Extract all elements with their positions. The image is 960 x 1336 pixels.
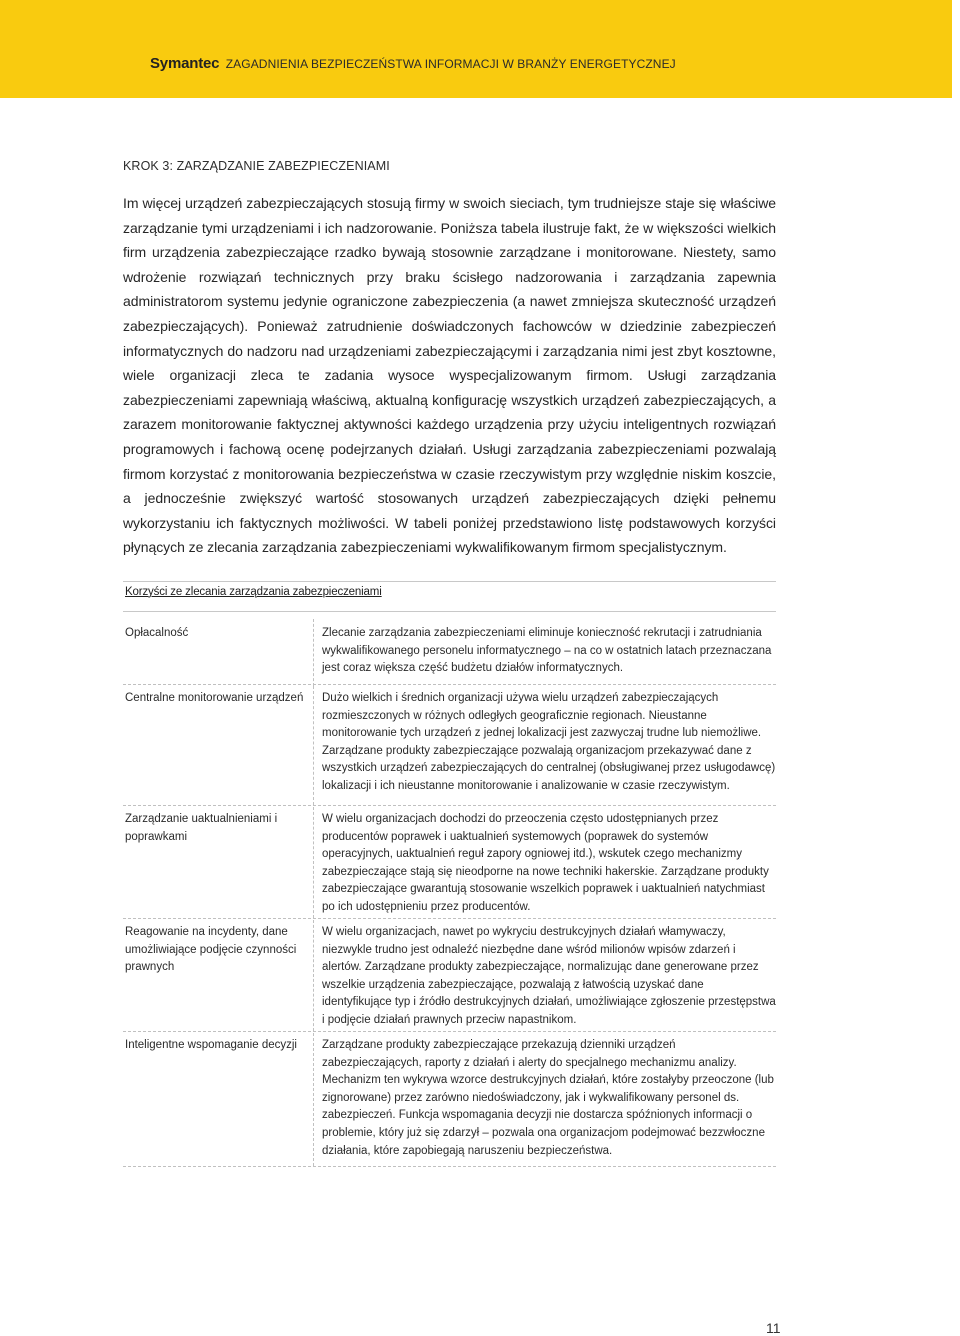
row-description: Dużo wielkich i średnich organizacji używa wielu urządzeń zabezpieczających rozmieszczonych w różnych odległych geograficznie regionach. Nieustanne monitorowanie tych urządzeń z jednej lokalizacji jest zazwyczaj trudne lub niemożliwe. Zarządzane produkty zabezpieczające pozwalają organizacjom przekazywać dane z wszystkich urządzeń zabezpieczających do centralnej (obsługiwanej przez usługodawcę) lokalizacji i ich nieustanne monitorowanie i analizowanie w czasie rzeczywistym. bbox=[322, 692, 776, 792]
intro-paragraph: Im więcej urządzeń zabezpieczających stosują firmy w swoich sieciach, tym trudniejsze staje się właściwe zarządzanie tymi urządzeniami i ich nadzorowanie. Poniższa tabela ilustruje fakt, że w większości wielkich firm urządzenia zabezpieczające rzadko bywają stosownie zarządzane i monitorowane. Niestety, samo wdrożenie rozwiązań technicznych przy braku ścisłego nadzorowania i zarządzania zapewnia administratorom systemu jedynie ograniczone zabezpieczenia (a nawet zmniejsza skuteczność urządzeń zabezpieczających). Ponieważ zatrudnienie doświadczonych fachowców w dziedzinie zabezpieczeń informatycznych do nadzoru nad urządzeniami zabezpieczającymi i zarządzania nimi jest zbyt kosztowne, wiele organizacji zleca te zadania wysoce wyspecjalizowanym firmom. Usługi zarządzania zabezpieczeniami zapewniają właściwą, aktualną konfigurację wszystkich urządzeń zabezpieczających, a zarazem monitorowanie faktycznej aktywności każdego urządzenia przy użyciu inteligentnych rozwiązań programowych i fachową ocenę podejrzanych działań. Usługi zarządzania zabezpieczeniami pozwalają firmom korzystać z monitorowania bezpieczeństwa w czasie rzeczywistym przy względnie niskim koszcie, a jednocześnie zwiększyć wartość stosowanych urządzeń zabezpieczających dzięki pełnemu wykorzystaniu ich faktycznych możliwości. W tabeli poniżej przedstawiono listę podstawowych korzyści płynących ze zlecania zarządzania zabezpieczeniami wykwalifikowanym firmom specjalistycznym. bbox=[123, 195, 776, 556]
table-row bbox=[123, 1031, 776, 1167]
column-divider bbox=[313, 807, 314, 918]
running-header bbox=[150, 54, 676, 74]
row-name: Inteligentne wspomaganie decyzji bbox=[125, 1039, 297, 1051]
row-description: Zlecanie zarządzania zabezpieczeniami eliminuje konieczność rekrutacji i zatrudniania wykwalifikowanego personelu informatycznego – na co w ostatnich latach przeznaczana jest coraz większa część budżetu działów informatycznych. bbox=[322, 627, 772, 675]
row-description: W wielu organizacjach dochodzi do przeoczenia często udostępnianych przez producentów poprawek i uaktualnień systemowych (poprawek do systemów operacyjnych, uaktualnień reguł zapory ogniowej itd.), wskutek czego mechanizmy zabezpieczające stają się nieodporne na nowe techniki hakerskie. Zarządzane produkty zabezpieczające gwarantują stosowanie wszelkich poprawek i uaktualnień natychmiast po ich udostępnieniu przez producentów. bbox=[322, 813, 769, 913]
row-description: W wielu organizacjach, nawet po wykryciu destrukcyjnych działań włamywaczy, niezwykle trudno jest odnaleźć niezbędne dane wśród milionów wpisów zdarzeń i alertów. Zarządzane produkty zabezpieczające, normalizując dane generowane przez wszelkie urządzenia zabezpieczające, pozwalają z łatwością uzyskać dane identyfikujące typ i źródło destrukcyjnych działań, umożliwiające zgłoszenie przestępstwa i podjęcie działań prawnych przeciw napastnikom. bbox=[322, 926, 776, 1026]
row-name: Zarządzanie uaktualnieniami i poprawkami bbox=[125, 813, 278, 843]
section-heading: KROK 3: ZARZĄDZANIE ZABEZPIECZENIAMI bbox=[123, 159, 390, 173]
table-caption: Korzyści ze zlecania zarządzania zabezpieczeniami bbox=[123, 581, 776, 612]
row-name: Opłacalność bbox=[125, 627, 189, 639]
benefits-table bbox=[123, 581, 776, 1157]
table-row bbox=[123, 918, 776, 1032]
brand-logo-text: Symantec bbox=[150, 55, 220, 72]
header-band bbox=[0, 0, 952, 98]
column-divider bbox=[313, 1033, 314, 1166]
page-number: 11 bbox=[766, 1320, 781, 1336]
table-row bbox=[123, 684, 776, 806]
row-name: Centralne monitorowanie urządzeń bbox=[125, 692, 304, 704]
column-divider bbox=[313, 619, 314, 686]
column-divider bbox=[313, 920, 314, 1031]
column-divider bbox=[313, 686, 314, 805]
document-title: ZAGADNIENIA BEZPIECZEŃSTWA INFORMACJI W BRANŻY ENERGETYCZNEJ bbox=[225, 57, 676, 71]
table-row bbox=[123, 625, 776, 685]
row-description: Zarządzane produkty zabezpieczające przekazują dzienniki urządzeń zabezpieczających, raporty z działań i alerty do specjalnego mechanizmu analizy. Mechanizm ten wykrywa wzorce destrukcyjnych działań, które zostałyby przeoczone (lub zignorowane) przez zarówno niedoświadczony, jak i wykwalifikowany personel ds. zabezpieczeń. Funkcja wspomagania decyzji nie dostarcza spóźnionych informacji o problemie, który już się zdarzył – pozwala ona organizacjom podejmować bezzwłoczne działania, które zapobiegają naruszeniu bezpieczeństwa. bbox=[322, 1039, 774, 1157]
table-row bbox=[123, 805, 776, 919]
row-name: Reagowanie na incydenty, dane umożliwiające podjęcie czynności prawnych bbox=[125, 926, 297, 974]
